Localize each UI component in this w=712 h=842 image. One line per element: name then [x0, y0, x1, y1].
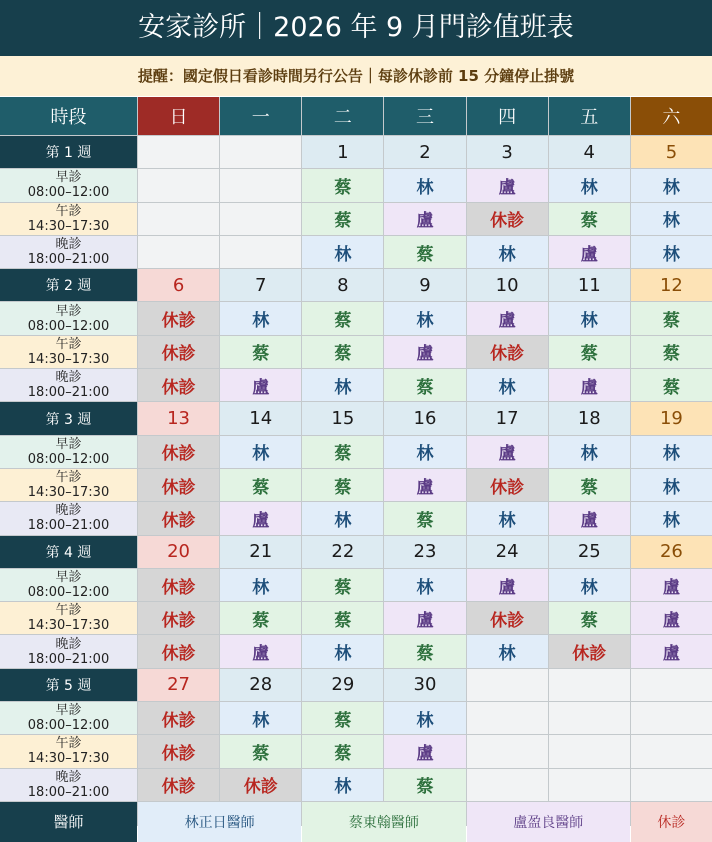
duty-cell: 盧 [220, 369, 301, 401]
date-cell: 25 [549, 536, 630, 568]
duty-cell [467, 769, 548, 801]
duty-cell: 蔡 [302, 702, 383, 734]
duty-cell [138, 203, 219, 235]
legend-off: 休診 [631, 802, 712, 842]
duty-cell: 林 [302, 502, 383, 534]
slot-time: 18:00–21:00 [27, 252, 110, 268]
duty-cell [138, 169, 219, 201]
header-tuesday: 二 [302, 97, 383, 135]
duty-cell: 林 [631, 203, 712, 235]
slot-name: 晚診 [55, 636, 82, 652]
duty-cell [631, 702, 712, 734]
duty-cell: 蔡 [302, 602, 383, 634]
slot-label [0, 469, 137, 501]
duty-cell: 盧 [467, 569, 548, 601]
duty-cell: 蔡 [549, 469, 630, 501]
duty-cell [631, 735, 712, 767]
header-slot: 時段 [0, 97, 137, 135]
slot-name: 晚診 [55, 370, 82, 386]
slot-name: 午診 [55, 603, 82, 619]
duty-cell: 蔡 [549, 602, 630, 634]
duty-cell [549, 735, 630, 767]
duty-cell: 蔡 [631, 369, 712, 401]
notice-banner: 提醒：國定假日看診時間另行公告｜每診休診前 15 分鐘停止掛號 [0, 56, 712, 96]
slot-time: 08:00–12:00 [27, 585, 110, 600]
slot-label [0, 769, 137, 801]
duty-cell: 蔡 [302, 569, 383, 601]
duty-cell: 蔡 [384, 502, 465, 534]
date-cell: 9 [384, 269, 465, 301]
duty-cell: 林 [302, 769, 383, 801]
header-wednesday: 三 [384, 97, 465, 135]
slot-label [0, 302, 137, 334]
duty-cell: 休診 [138, 469, 219, 501]
duty-cell: 休診 [138, 302, 219, 334]
duty-cell: 蔡 [302, 302, 383, 334]
duty-cell: 盧 [384, 469, 465, 501]
slot-name: 午診 [55, 336, 82, 352]
slot-name: 早診 [55, 570, 82, 585]
duty-cell: 林 [220, 702, 301, 734]
date-cell: 26 [631, 536, 712, 568]
duty-cell: 林 [467, 369, 548, 401]
duty-cell: 休診 [138, 502, 219, 534]
duty-cell: 蔡 [302, 735, 383, 767]
duty-cell: 林 [384, 569, 465, 601]
duty-cell: 休診 [138, 436, 219, 468]
slot-time: 08:00–12:00 [27, 718, 110, 734]
header-friday: 五 [549, 97, 630, 135]
duty-cell [549, 702, 630, 734]
duty-cell: 蔡 [302, 436, 383, 468]
date-cell: 21 [220, 536, 301, 568]
duty-cell: 蔡 [631, 302, 712, 334]
duty-cell: 盧 [467, 436, 548, 468]
date-cell: 29 [302, 669, 383, 701]
duty-cell: 蔡 [384, 769, 465, 801]
duty-cell: 休診 [220, 769, 301, 801]
slot-time: 14:30–17:30 [27, 751, 110, 767]
duty-cell: 盧 [384, 336, 465, 368]
slot-label [0, 369, 137, 401]
date-cell [138, 136, 219, 168]
date-cell [631, 669, 712, 701]
duty-cell: 休診 [467, 203, 548, 235]
slot-label [0, 502, 137, 534]
slot-name: 晚診 [55, 237, 82, 253]
header-thursday: 四 [467, 97, 548, 135]
header-sunday: 日 [138, 97, 219, 135]
duty-cell: 盧 [549, 236, 630, 268]
duty-cell [220, 169, 301, 201]
slot-time: 08:00–12:00 [27, 318, 110, 334]
duty-cell: 盧 [631, 635, 712, 667]
duty-cell: 盧 [384, 602, 465, 634]
slot-label [0, 569, 137, 601]
slot-time: 18:00–21:00 [27, 784, 110, 800]
date-cell: 2 [384, 136, 465, 168]
date-cell: 14 [220, 402, 301, 434]
slot-name: 午診 [55, 736, 82, 752]
date-cell: 18 [549, 402, 630, 434]
duty-cell: 休診 [467, 469, 548, 501]
duty-cell: 休診 [138, 702, 219, 734]
duty-cell: 蔡 [549, 336, 630, 368]
date-cell: 17 [467, 402, 548, 434]
duty-cell [549, 769, 630, 801]
slot-label [0, 203, 137, 235]
duty-cell: 林 [631, 236, 712, 268]
duty-cell: 蔡 [220, 469, 301, 501]
date-cell: 6 [138, 269, 219, 301]
date-cell [220, 136, 301, 168]
schedule-table [0, 97, 712, 832]
duty-cell: 休診 [138, 735, 219, 767]
slot-name: 午診 [55, 470, 82, 486]
duty-cell: 休診 [549, 635, 630, 667]
duty-cell: 林 [384, 702, 465, 734]
duty-cell: 林 [467, 236, 548, 268]
duty-cell: 休診 [138, 569, 219, 601]
duty-cell [467, 735, 548, 767]
week-label: 第 4 週 [0, 536, 137, 568]
duty-cell: 盧 [467, 169, 548, 201]
date-cell [467, 669, 548, 701]
duty-cell: 林 [384, 169, 465, 201]
date-cell: 7 [220, 269, 301, 301]
duty-cell [467, 702, 548, 734]
duty-cell [220, 236, 301, 268]
duty-cell: 林 [467, 502, 548, 534]
duty-cell: 盧 [467, 302, 548, 334]
duty-cell: 盧 [220, 635, 301, 667]
duty-cell: 林 [220, 436, 301, 468]
date-cell: 28 [220, 669, 301, 701]
date-cell [549, 669, 630, 701]
duty-cell: 盧 [220, 502, 301, 534]
slot-time: 14:30–17:30 [27, 618, 110, 634]
week-label: 第 3 週 [0, 402, 137, 434]
duty-cell: 林 [467, 635, 548, 667]
duty-cell: 林 [302, 635, 383, 667]
date-cell: 1 [302, 136, 383, 168]
duty-cell: 蔡 [549, 203, 630, 235]
slot-label [0, 236, 137, 268]
date-cell: 20 [138, 536, 219, 568]
legend-label: 醫師 [0, 802, 137, 842]
duty-cell [138, 236, 219, 268]
slot-time: 14:30–17:30 [27, 485, 110, 501]
duty-cell: 林 [549, 436, 630, 468]
duty-cell: 林 [302, 369, 383, 401]
duty-cell: 林 [631, 436, 712, 468]
duty-cell: 蔡 [631, 336, 712, 368]
duty-cell: 林 [220, 302, 301, 334]
duty-cell: 林 [631, 502, 712, 534]
duty-cell: 林 [549, 302, 630, 334]
slot-time: 18:00–21:00 [27, 385, 110, 401]
duty-cell: 林 [549, 169, 630, 201]
slot-time: 08:00–12:00 [27, 185, 110, 201]
duty-cell: 蔡 [302, 336, 383, 368]
duty-cell: 盧 [384, 203, 465, 235]
duty-cell: 休診 [138, 602, 219, 634]
duty-cell: 蔡 [302, 169, 383, 201]
page-title: 安家診所｜2026 年 9 月門診值班表 [0, 0, 712, 56]
duty-cell: 盧 [549, 502, 630, 534]
duty-cell: 林 [549, 569, 630, 601]
slot-label [0, 702, 137, 734]
duty-cell: 盧 [384, 735, 465, 767]
duty-cell: 蔡 [302, 469, 383, 501]
legend-lin: 林正日醫師 [138, 802, 301, 842]
week-label: 第 5 週 [0, 669, 137, 701]
slot-time: 14:30–17:30 [27, 351, 110, 367]
slot-time: 18:00–21:00 [27, 651, 110, 667]
duty-cell: 蔡 [384, 236, 465, 268]
slot-label [0, 336, 137, 368]
duty-cell [220, 203, 301, 235]
duty-cell: 蔡 [220, 735, 301, 767]
date-cell: 19 [631, 402, 712, 434]
date-cell: 10 [467, 269, 548, 301]
slot-name: 晚診 [55, 769, 82, 785]
header-monday: 一 [220, 97, 301, 135]
duty-cell: 休診 [467, 336, 548, 368]
slot-name: 午診 [55, 203, 82, 219]
slot-name: 早診 [55, 703, 82, 719]
date-cell: 23 [384, 536, 465, 568]
slot-name: 早診 [55, 170, 82, 186]
duty-cell: 盧 [631, 569, 712, 601]
week-label: 第 2 週 [0, 269, 137, 301]
date-cell: 4 [549, 136, 630, 168]
date-cell: 5 [631, 136, 712, 168]
duty-cell: 林 [302, 236, 383, 268]
date-cell: 24 [467, 536, 548, 568]
slot-name: 晚診 [55, 503, 82, 519]
duty-cell: 林 [220, 569, 301, 601]
header-saturday: 六 [631, 97, 712, 135]
legend-cai: 蔡東翰醫師 [302, 802, 465, 842]
duty-cell: 蔡 [384, 369, 465, 401]
date-cell: 16 [384, 402, 465, 434]
duty-cell: 林 [384, 436, 465, 468]
duty-cell: 休診 [138, 635, 219, 667]
duty-cell: 林 [631, 169, 712, 201]
slot-label [0, 735, 137, 767]
slot-label [0, 635, 137, 667]
week-label: 第 1 週 [0, 136, 137, 168]
duty-cell: 蔡 [220, 336, 301, 368]
date-cell: 27 [138, 669, 219, 701]
slot-label [0, 169, 137, 201]
date-cell: 12 [631, 269, 712, 301]
duty-cell [631, 769, 712, 801]
duty-cell: 盧 [549, 369, 630, 401]
duty-cell: 盧 [631, 602, 712, 634]
duty-cell: 休診 [138, 369, 219, 401]
date-cell: 8 [302, 269, 383, 301]
duty-cell: 蔡 [384, 635, 465, 667]
slot-label [0, 436, 137, 468]
slot-name: 早診 [55, 436, 82, 452]
duty-cell: 休診 [138, 769, 219, 801]
slot-name: 早診 [55, 303, 82, 319]
date-cell: 22 [302, 536, 383, 568]
slot-time: 18:00–21:00 [27, 518, 110, 534]
duty-cell: 休診 [138, 336, 219, 368]
slot-time: 08:00–12:00 [27, 451, 110, 467]
duty-cell: 蔡 [302, 203, 383, 235]
slot-label [0, 602, 137, 634]
date-cell: 3 [467, 136, 548, 168]
duty-cell: 休診 [467, 602, 548, 634]
date-cell: 11 [549, 269, 630, 301]
legend-lu: 盧盈良醫師 [467, 802, 630, 842]
date-cell: 30 [384, 669, 465, 701]
duty-cell: 林 [384, 302, 465, 334]
date-cell: 15 [302, 402, 383, 434]
duty-cell: 林 [631, 469, 712, 501]
duty-cell: 蔡 [220, 602, 301, 634]
slot-time: 14:30–17:30 [27, 218, 110, 234]
date-cell: 13 [138, 402, 219, 434]
